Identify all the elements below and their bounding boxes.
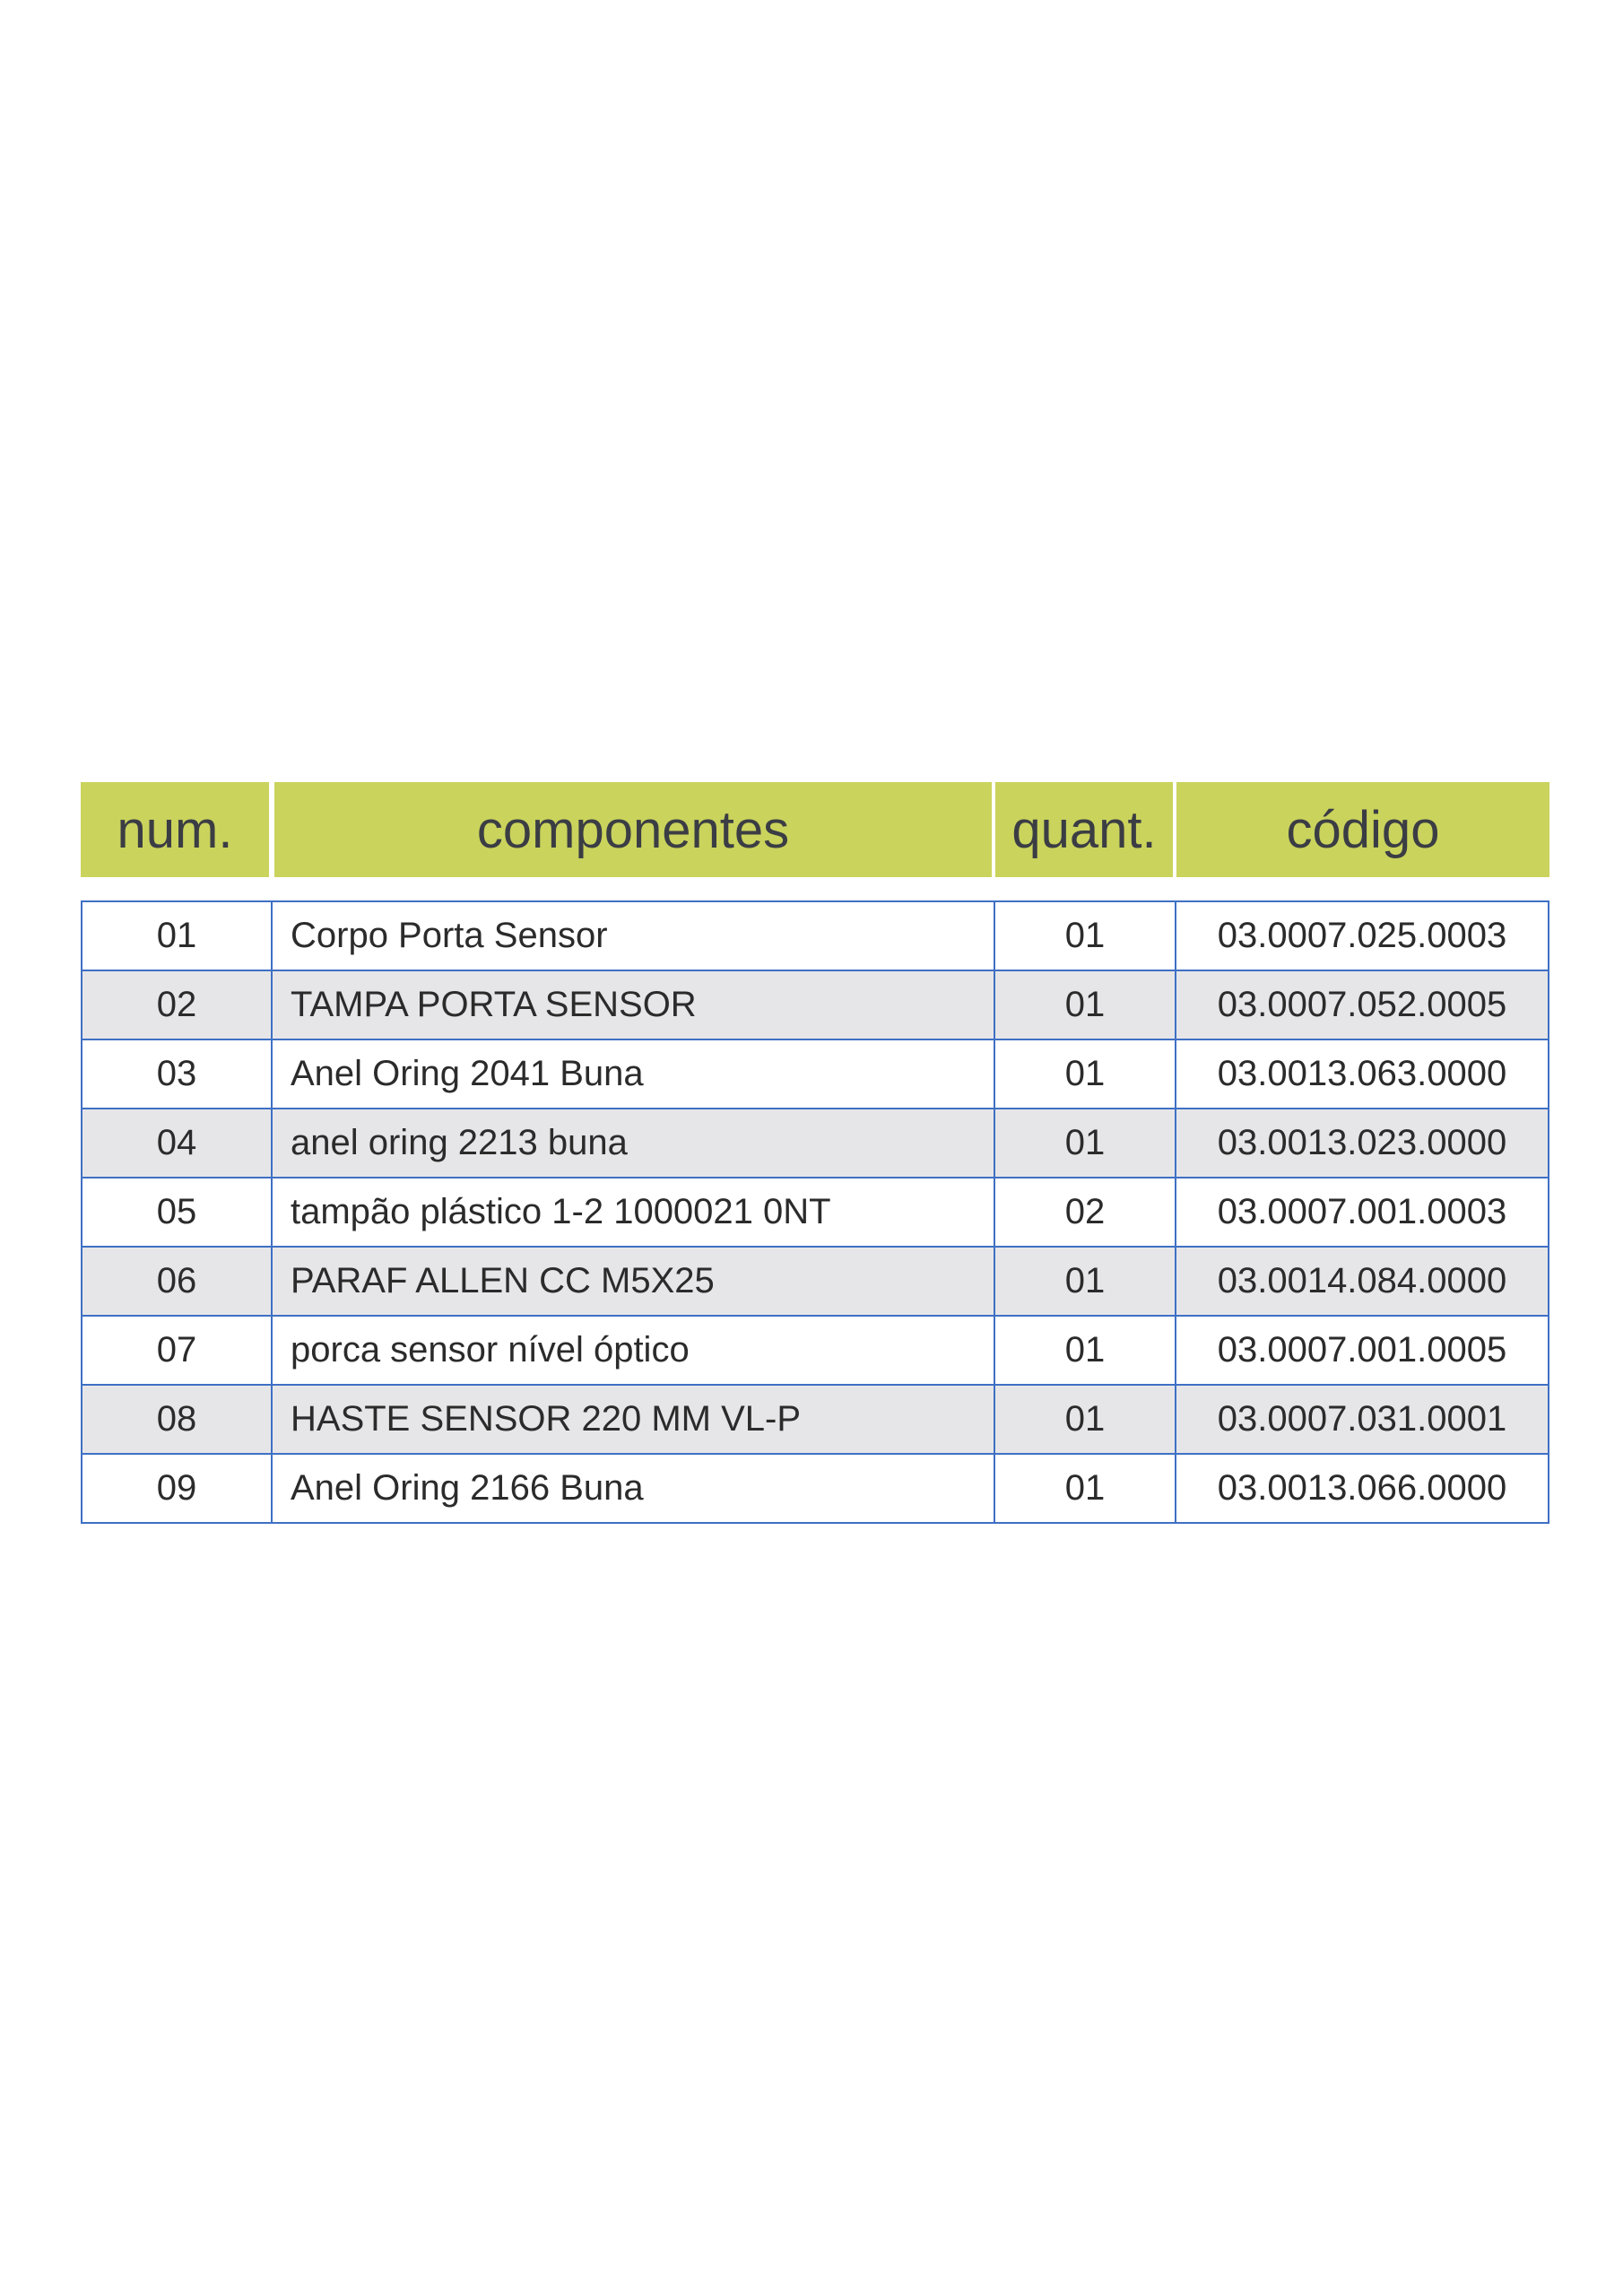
cell-quant: 01 bbox=[995, 1109, 1176, 1177]
cell-num: 03 bbox=[82, 1040, 273, 1108]
cell-codigo: 03.0013.023.0000 bbox=[1217, 1123, 1507, 1162]
cell-quant: 01 bbox=[995, 1040, 1176, 1108]
cell-quant: 01 bbox=[995, 902, 1176, 970]
header-quant: quant. bbox=[995, 782, 1173, 877]
table-row bbox=[82, 1317, 1548, 1386]
table-row bbox=[82, 1248, 1548, 1317]
header-num: num. bbox=[81, 782, 269, 877]
header-codigo: código bbox=[1176, 782, 1549, 877]
cell-codigo: 03.0007.031.0001 bbox=[1217, 1399, 1507, 1439]
cell-codigo: 03.0013.063.0000 bbox=[1217, 1054, 1507, 1093]
cell-codigo: 03.0007.001.0003 bbox=[1217, 1192, 1507, 1231]
table-row bbox=[82, 1178, 1548, 1248]
header-componentes: componentes bbox=[274, 782, 992, 877]
cell-num: 01 bbox=[82, 902, 273, 970]
cell-num: 07 bbox=[82, 1317, 273, 1384]
cell-codigo: 03.0007.025.0003 bbox=[1217, 916, 1507, 955]
cell-componente: PARAF ALLEN CC M5X25 bbox=[273, 1248, 995, 1315]
cell-quant: 01 bbox=[995, 971, 1176, 1039]
cell-codigo: 03.0007.001.0005 bbox=[1217, 1330, 1507, 1370]
cell-num: 02 bbox=[82, 971, 273, 1039]
cell-num: 06 bbox=[82, 1248, 273, 1315]
cell-quant: 01 bbox=[995, 1455, 1176, 1522]
table-row bbox=[82, 1386, 1548, 1455]
cell-codigo: 03.0007.052.0005 bbox=[1217, 985, 1507, 1024]
table-row bbox=[82, 971, 1548, 1040]
cell-componente: Anel Oring 2166 Buna bbox=[273, 1455, 995, 1522]
cell-componente: porca sensor nível óptico bbox=[273, 1317, 995, 1384]
cell-num: 08 bbox=[82, 1386, 273, 1453]
table-row bbox=[82, 1109, 1548, 1178]
cell-componente: HASTE SENSOR 220 MM VL-P bbox=[273, 1386, 995, 1453]
table-row bbox=[82, 902, 1548, 971]
cell-num: 05 bbox=[82, 1178, 273, 1246]
cell-componente: TAMPA PORTA SENSOR bbox=[273, 971, 995, 1039]
table-header bbox=[81, 782, 1549, 877]
cell-quant: 02 bbox=[995, 1178, 1176, 1246]
cell-quant: 01 bbox=[995, 1317, 1176, 1384]
cell-num: 04 bbox=[82, 1109, 273, 1177]
cell-componente: Anel Oring 2041 Buna bbox=[273, 1040, 995, 1108]
cell-componente: tampão plástico 1-2 1000021 0NT bbox=[273, 1178, 995, 1246]
table-row bbox=[82, 1455, 1548, 1522]
cell-componente: anel oring 2213 buna bbox=[273, 1109, 995, 1177]
cell-num: 09 bbox=[82, 1455, 273, 1522]
components-table bbox=[81, 900, 1549, 1524]
cell-quant: 01 bbox=[995, 1386, 1176, 1453]
cell-codigo: 03.0013.066.0000 bbox=[1217, 1468, 1507, 1508]
cell-codigo: 03.0014.084.0000 bbox=[1217, 1261, 1507, 1300]
table-row bbox=[82, 1040, 1548, 1109]
cell-componente: Corpo Porta Sensor bbox=[273, 902, 995, 970]
cell-quant: 01 bbox=[995, 1248, 1176, 1315]
